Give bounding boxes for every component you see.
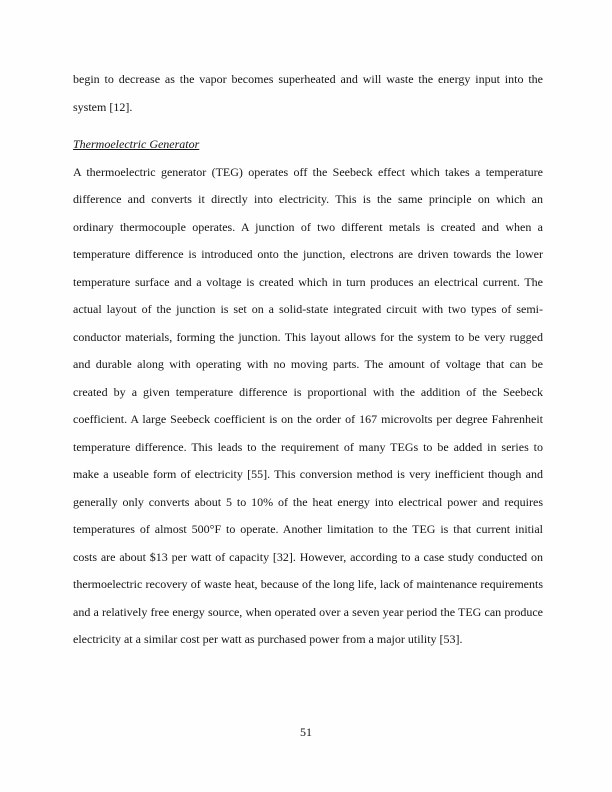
text-line: coefficient. A large Seebeck coefficient is on the order of 167 microvolts per degree Fahrenheit: [73, 412, 543, 426]
text-line: and a relatively free energy source, when operated over a seven year period the TEG can produce: [73, 604, 543, 619]
page-body-text: [73, 66, 543, 654]
text-line: make a useable form of electricity [55]. This conversion method is very inefficient though and: [73, 467, 543, 481]
text-line: conductor materials, forming the junction. This layout allows for the system to be very rugged: [73, 329, 543, 344]
text-line: begin to decrease as the vapor becomes superheated and will waste the energy input into the: [73, 72, 543, 86]
page-number: 51: [300, 725, 312, 739]
text-line: temperature difference is introduced onto the junction, electrons are driven towards the lower: [73, 247, 543, 261]
text-line: created by a given temperature difference is proportional with the addition of the Seebeck: [73, 384, 543, 399]
text-line: difference and converts it directly into electricity. This is the same principle on which an: [73, 192, 543, 206]
text-line: temperatures of almost 500°F to operate. Another limitation to the TEG is that current initial: [73, 522, 543, 536]
text-line: generally only converts about 5 to 10% of the heat energy into electrical power and requires: [73, 494, 543, 509]
text-line: system [12].: [73, 99, 133, 114]
section-heading: Thermoelectric Generator: [73, 137, 200, 151]
text-line: temperature surface and a voltage is created which in turn produces an electrical current. The: [73, 274, 543, 289]
text-line: actual layout of the junction is set on a solid-state integrated circuit with two types of semi-: [73, 302, 543, 316]
text-line: electricity at a similar cost per watt as purchased power from a major utility [53].: [73, 632, 463, 646]
text-line: and durable along with operating with no moving parts. The amount of voltage that can be: [73, 357, 543, 371]
text-line: ordinary thermocouple operates. A junction of two different metals is created and when a: [73, 219, 543, 234]
text-line: A thermoelectric generator (TEG) operates off the Seebeck effect which takes a temperature: [73, 164, 543, 179]
text-line: costs are about $13 per watt of capacity [32]. However, according to a case study conducted on: [73, 549, 543, 564]
text-line: thermoelectric recovery of waste heat, because of the long life, lack of maintenance requirements: [73, 577, 543, 591]
text-line: temperature difference. This leads to the requirement of many TEGs to be added in series to: [73, 439, 543, 454]
